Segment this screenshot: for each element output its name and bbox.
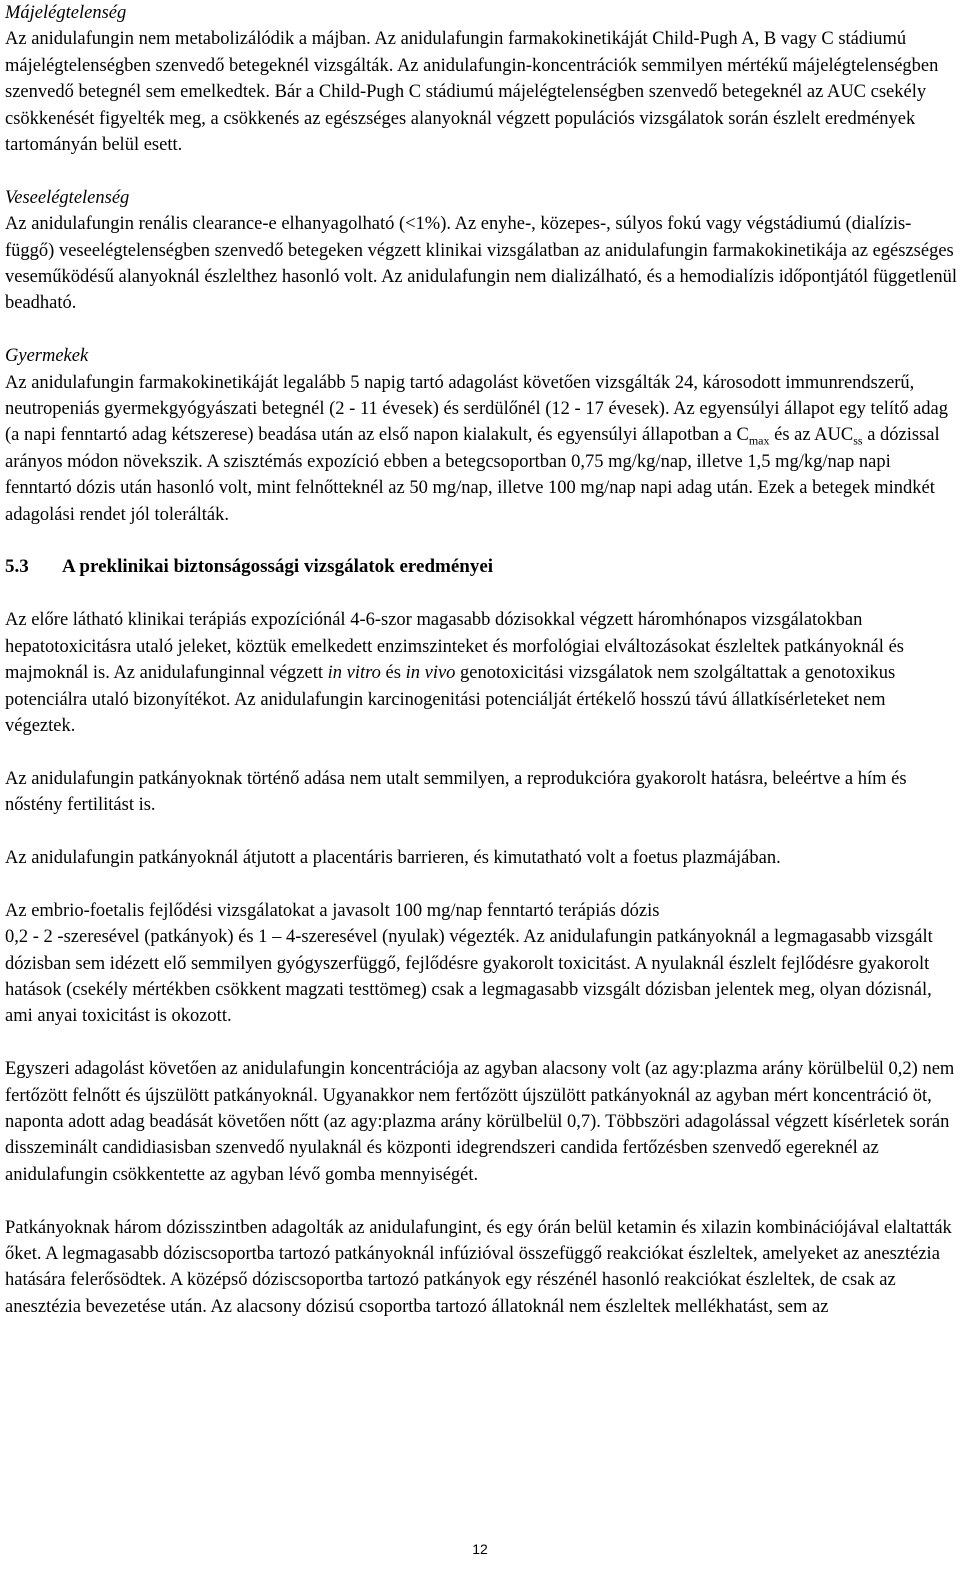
liver-paragraph: Az anidulafungin nem metabolizálódik a májban. Az anidulafungin farmakokinetikáját Child-Pugh A, B vagy C stádiumú májelégtelenségben szenvedő betegeknél vizsgálták. Az anidulafungin-koncentrációk semmilyen mértékű májelégtelenségben szenvedő betegnél sem emelkedtek. Bár a Child-Pugh C stádiumú májelégtelenségben szenvedő betegeknél az AUC csekély csökkenését figyelték meg, a csökkenés az egészséges alanyoknál végzett populációs vizsgálatok során észlelt eredmények tartományán belül esett. — [5, 29, 939, 156]
liver-heading: Májelégtelenség — [5, 3, 127, 23]
children-text-part3: a dózissal arányos módon növekszik. A szisztémás expozíció ebben a betegcsoportban 0,75 mg/kg/nap, illetve 1,5 mg/kg/nap napi fenntartó dózis után hasonló volt, mint felnőtteknél az 50 mg/nap, illetve 100 mg/nap napi adag után. Ezek a betegek mindkét adagolási rendet jól tolerálták. — [5, 425, 940, 525]
spacer — [5, 1188, 957, 1214]
p4-rest: 0,2 - 2 -szeresével (patkányok) és 1 – 4-szeresével (nyulak) végezték. Az anidulafungin patkányoknál a legmagasabb vizsgált dózisban sem idézett elő semmilyen gyógyszerfüggő, fejlődésre gyakorolt toxicitást. A nyulaknál észlelt fejlődésre gyakorolt hatások (csekély mértékben csökkent magzati testtömeg) csak a legmagasabb vizsgált dózisban jelentek meg, olyan dózisnál, ami anyai toxicitást is okozott. — [5, 927, 933, 1027]
cmax-subscript: max — [748, 434, 770, 449]
preclinical-paragraph-2: Az anidulafungin patkányoknak történő adása nem utalt semmilyen, a reprodukcióra gyakorolt hatásra, beleértve a hím és nőstény fertilitást is. — [5, 768, 907, 816]
spacer — [5, 317, 957, 343]
spacer — [5, 871, 957, 897]
spacer — [5, 158, 957, 184]
p1-text-b: genotoxicitási vizsgálatok nem szolgáltattak a genotoxikus potenciálra utaló bizonyítékot. Az anidulafungin karcinogenitási potenciálját értékelő hosszú távú állatkísérleteket nem végeztek. — [5, 663, 896, 736]
page-number: 12 — [472, 1541, 488, 1557]
spacer — [5, 528, 957, 554]
preclinical-paragraph-4 — [5, 898, 957, 1030]
p4-line-1: Az embrio-foetalis fejlődési vizsgálatokat a javasolt 100 mg/nap fenntartó terápiás dózis — [5, 900, 660, 921]
children-text-part2: és az AUC — [769, 425, 854, 446]
kidney-heading: Veseelégtelenség — [5, 187, 130, 208]
spacer — [5, 1030, 957, 1056]
preclinical-paragraph-3: Az anidulafungin patkányoknál átjutott a placentáris barrieren, és kimutatható volt a foetus plazmájában. — [5, 847, 781, 868]
spacer — [5, 739, 957, 765]
children-text-part1: Az anidulafungin farmakokinetikáját legalább 5 napig tartó adagolást követően vizsgálták 24, károsodott immunrendszerű, neutropeniás gyermekgyógyászati betegnél (2 - 11 évesek) és serdülőnél (12 - 17 évesek). Az egyensúlyi állapot egy telítő adag (a napi fenntartó adag kétszerese) beadása után az első napon kialakult, és egyensúlyi állapotban a C — [5, 372, 949, 446]
in-vitro-term: in vitro — [327, 663, 381, 684]
children-heading: Gyermekek — [5, 346, 89, 367]
p1-text-a: Az előre látható klinikai terápiás expozíciónál 4-6-szor magasabb dózisokkal végzett háromhónapos vizsgálatokban hepatotoxicitásra utaló jeleket, köztük emelkedett enzimszinteket és morfológiai elváltozásokat észleltek patkányoknál és majmoknál is. Az anidulafunginnal végzett — [5, 610, 904, 684]
section-number: 5.3 — [5, 556, 29, 578]
in-vivo-term: in vivo — [405, 663, 456, 684]
document-page — [5, 0, 957, 1320]
children-paragraph — [5, 370, 957, 528]
p1-and: és — [380, 663, 406, 684]
auc-subscript: ss — [853, 434, 863, 449]
preclinical-paragraph-5: Egyszeri adagolást követően az anidulafungin koncentrációja az agyban alacsony volt (az agy:plazma arány körülbelül 0,2) nem fertőzött felnőtt és újszülött patkányoknál. Ugyanakkor nem fertőzött újszülött patkányoknál az agyban mért koncentráció öt, naponta adott adag beadását követően nőtt (az agy:plazma arány körülbelül 0,7). Többszöri adagolással végzett kísérletek során disszeminált candidiasisban szenvedő nyulaknál és központi idegrendszeri candida fertőzésben szenvedő egereknél az anidulafungin csökkentette az agyban lévő gomba mennyiségét. — [5, 1059, 955, 1185]
section-heading — [5, 554, 957, 580]
kidney-paragraph: Az anidulafungin renális clearance-e elhanyagolható (<1%). Az enyhe-, közepes-, súlyos fokú vagy végstádiumú (dialízis-függő) veseelégtelenségben szenvedő betegeken végzett klinikai vizsgálatban az anidulafungin farmakokinetikája az egészséges veseműködésű alanyoknál észlelthez hasonló volt. Az anidulafungin nem dializálható, és a hemodialízis időpontjától függetlenül beadható. — [5, 214, 957, 314]
section-title: A preklinikai biztonságossági vizsgálatok eredményei — [62, 556, 494, 578]
spacer — [5, 819, 957, 845]
spacer — [5, 581, 957, 607]
preclinical-paragraph-1 — [5, 607, 957, 739]
preclinical-paragraph-6: Patkányoknak három dózisszintben adagolták az anidulafungint, és egy órán belül ketamin és xilazin kombinációjával elaltatták őket. A legmagasabb dóziscsoportba tartozó patkányoknál infúzióval összefüggő reakciókat észleltek, amelyeket az anesztézia hatására felerősödtek. A középső dóziscsoportba tartozó patkányok egy részénél hasonló reakciókat észleltek, de csak az anesztézia bevezetése után. Az alacsony dózisú csoportba tartozó állatoknál nem észleltek mellékhatást, sem az — [5, 1217, 952, 1317]
